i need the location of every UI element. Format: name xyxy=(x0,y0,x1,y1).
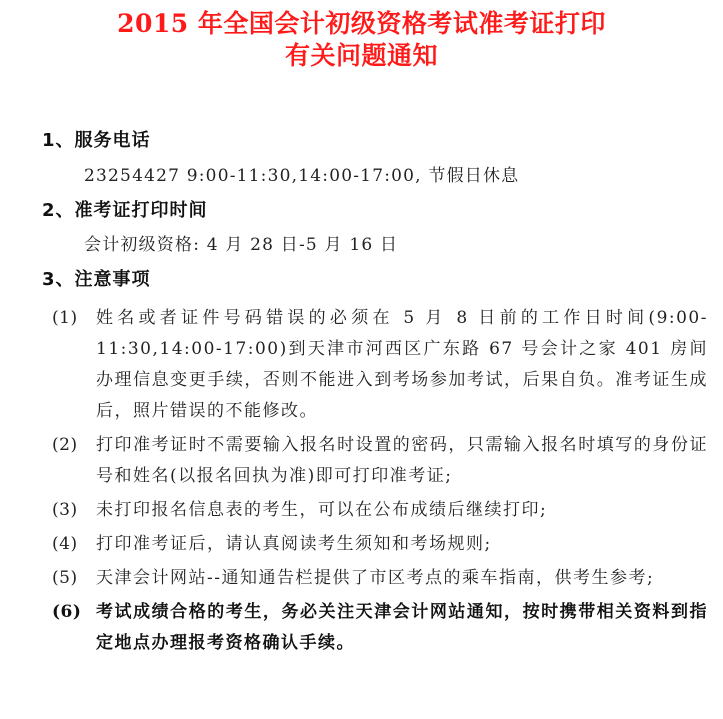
section-heading-service-phone: 1、服务电话 xyxy=(42,130,151,151)
note-text: 姓名或者证件号码错误的必须在 5 月 8 日前的工作日时间(9:00-11:30,14:00-17:00)到天津市河西区广东路 67 号会计之家 401 房间办理信息变更手续，否则不能进入到考场参加考试，后果自负。准考证生成后，照片错误的不能修改。 xyxy=(96,308,708,421)
note-number: (6) xyxy=(52,602,82,622)
section-heading-print-time: 2、准考证打印时间 xyxy=(42,200,208,221)
note-item-6 xyxy=(52,597,708,659)
note-item-2 xyxy=(52,430,708,492)
document-title-line-1: 2015 年全国会计初级资格考试准考证打印 xyxy=(117,9,606,38)
note-item-5 xyxy=(52,563,708,594)
note-text: 打印准考证时不需要输入报名时设置的密码，只需输入报名时填写的身份证号和姓名(以报名回执为准)即可打印准考证; xyxy=(96,435,708,486)
print-time-text: 会计初级资格: 4 月 28 日-5 月 16 日 xyxy=(84,235,399,255)
note-item-4 xyxy=(52,529,708,560)
note-number: (5) xyxy=(52,568,78,588)
document-title-line-2: 有关问题通知 xyxy=(284,41,438,70)
note-text: 未打印报名信息表的考生，可以在公布成绩后继续打印; xyxy=(96,500,548,520)
note-item-1 xyxy=(52,303,708,427)
service-phone-text: 23254427 9:00-11:30,14:00-17:00, 节假日休息 xyxy=(84,166,520,186)
section-heading-notes: 3、注意事项 xyxy=(42,269,151,290)
note-number: (1) xyxy=(52,308,78,328)
note-number: (3) xyxy=(52,500,78,520)
notes-list xyxy=(52,303,708,662)
note-item-3 xyxy=(52,495,708,526)
note-text: 天津会计网站--通知通告栏提供了市区考点的乘车指南，供考生参考; xyxy=(96,568,655,588)
note-text: 打印准考证后，请认真阅读考生须知和考场规则; xyxy=(96,534,492,554)
note-number: (2) xyxy=(52,435,78,455)
note-number: (4) xyxy=(52,534,78,554)
note-text: 考试成绩合格的考生，务必关注天津会计网站通知，按时携带相关资料到指定地点办理报考资格确认手续。 xyxy=(96,602,708,653)
